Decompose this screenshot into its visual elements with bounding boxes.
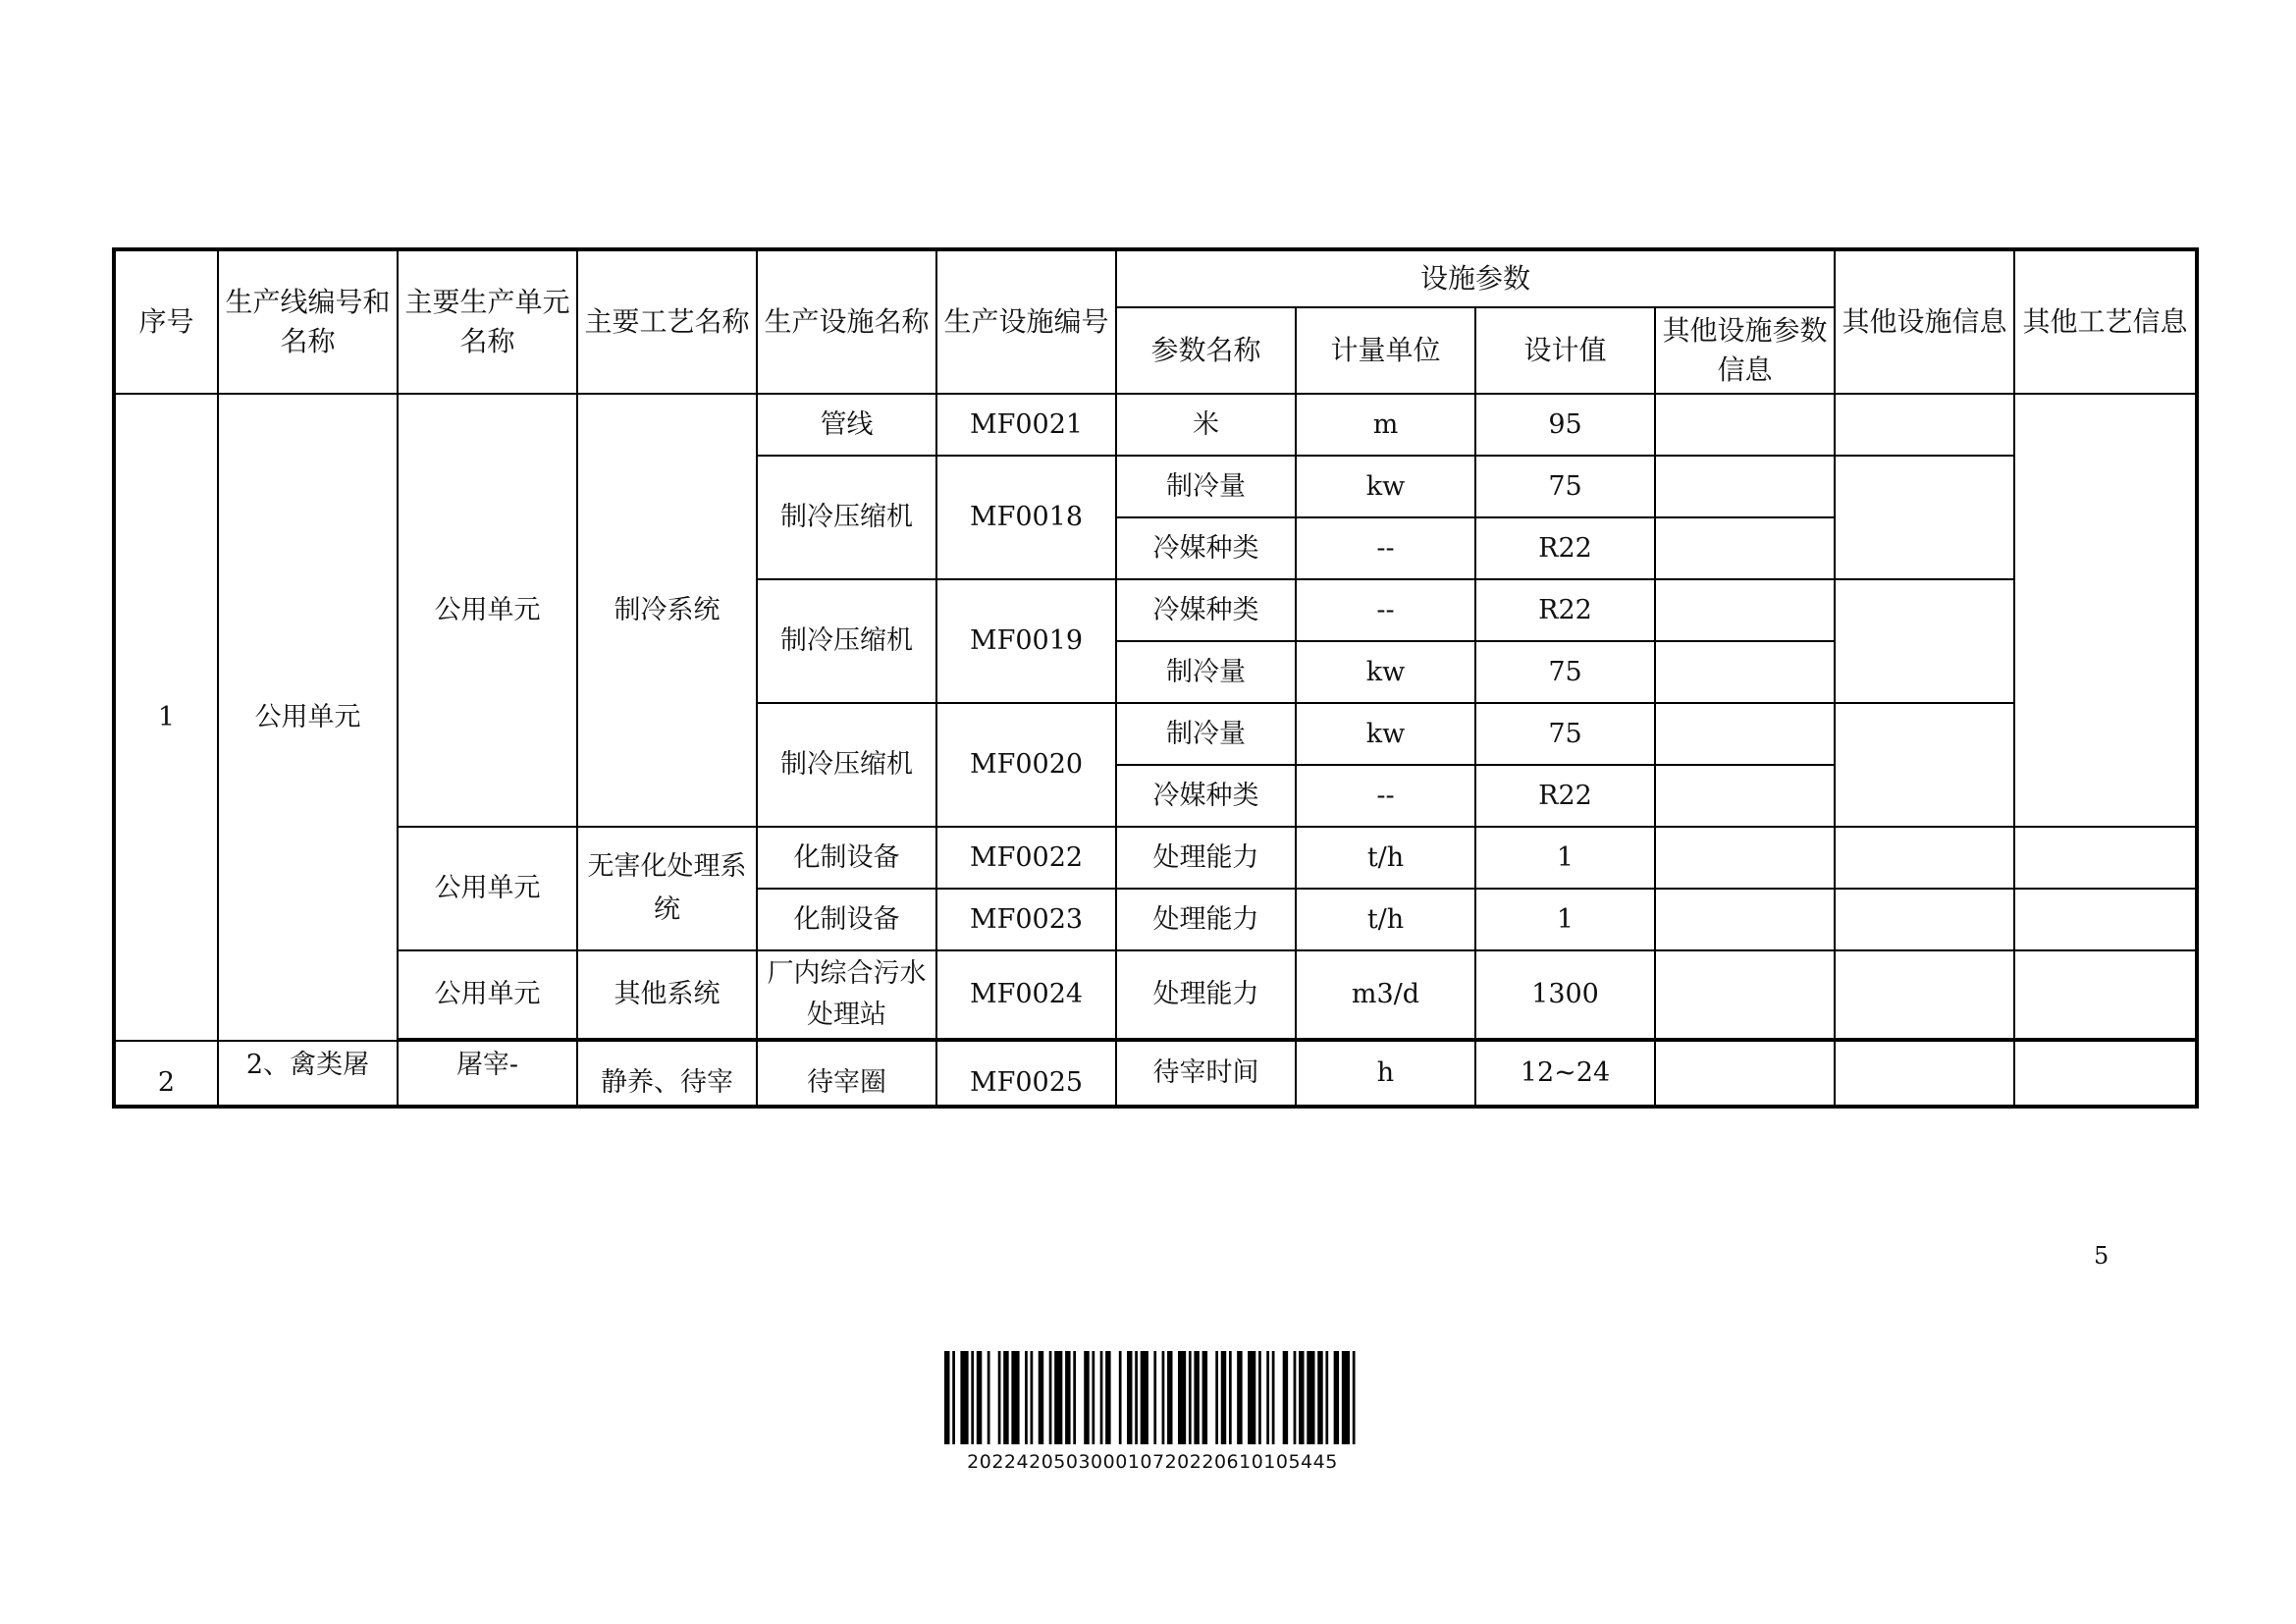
row-param-name: 处理能力 bbox=[1116, 889, 1296, 950]
table-row bbox=[114, 950, 2197, 1039]
row-other-param bbox=[1655, 889, 1835, 950]
row-param-name: 冷媒种类 bbox=[1116, 579, 1296, 641]
row-param-name: 处理能力 bbox=[1116, 950, 1296, 1039]
row-other-facility bbox=[1835, 579, 2014, 703]
row-param-value: R22 bbox=[1475, 579, 1655, 641]
row-seq: 1 bbox=[114, 394, 218, 1041]
row-facility-code: MF0021 bbox=[936, 394, 1116, 456]
header-facility-code: 生产设施编号 bbox=[936, 249, 1116, 394]
row-facility-code: MF0019 bbox=[936, 579, 1116, 703]
row-facility-code: MF0022 bbox=[936, 827, 1116, 889]
row-param-unit: m3/d bbox=[1296, 950, 1475, 1039]
row-facility-code: MF0023 bbox=[936, 889, 1116, 950]
row-other-process bbox=[2014, 394, 2197, 827]
row-unit: 公用单元 bbox=[398, 394, 577, 827]
row-param-unit: -- bbox=[1296, 765, 1475, 827]
table-row bbox=[114, 827, 2197, 889]
row-other-facility bbox=[1835, 456, 2014, 579]
row-other-param bbox=[1655, 765, 1835, 827]
row-unit: 屠宰- bbox=[398, 1041, 577, 1107]
row-param-name: 制冷量 bbox=[1116, 456, 1296, 517]
header-line: 生产线编号和名称 bbox=[218, 249, 398, 394]
header-param-unit: 计量单位 bbox=[1296, 307, 1475, 394]
row-facility-code: MF0024 bbox=[936, 950, 1116, 1039]
row-param-value: R22 bbox=[1475, 765, 1655, 827]
row-process: 静养、待宰 bbox=[577, 1041, 757, 1107]
row-param-unit: kw bbox=[1296, 456, 1475, 517]
row-other-param bbox=[1655, 579, 1835, 641]
row-param-unit: m bbox=[1296, 394, 1475, 456]
row-param-value: 95 bbox=[1475, 394, 1655, 456]
header-params-group: 设施参数 bbox=[1116, 249, 1835, 307]
row-unit: 公用单元 bbox=[398, 827, 577, 950]
row-line: 公用单元 bbox=[218, 394, 398, 1041]
row-param-name: 冷媒种类 bbox=[1116, 765, 1296, 827]
row-other-facility bbox=[1835, 394, 2014, 456]
row-other-param bbox=[1655, 517, 1835, 579]
table-row bbox=[114, 1041, 2197, 1107]
row-param-value: 75 bbox=[1475, 456, 1655, 517]
row-param-unit: kw bbox=[1296, 703, 1475, 765]
row-seq: 2 bbox=[114, 1041, 218, 1107]
row-param-name: 制冷量 bbox=[1116, 703, 1296, 765]
row-param-unit: -- bbox=[1296, 517, 1475, 579]
row-other-facility bbox=[1835, 950, 2014, 1039]
table-row bbox=[114, 394, 2197, 456]
row-other-facility bbox=[1835, 1041, 2014, 1107]
row-facility-name: 化制设备 bbox=[757, 889, 936, 950]
header-seq: 序号 bbox=[114, 249, 218, 394]
row-other-process bbox=[2014, 889, 2197, 950]
row-other-facility bbox=[1835, 827, 2014, 889]
row-param-name: 冷媒种类 bbox=[1116, 517, 1296, 579]
row-other-facility bbox=[1835, 703, 2014, 827]
barcode-number: 2022420503000107202206101054​45 bbox=[967, 1451, 1338, 1473]
table-header-row bbox=[114, 249, 2197, 307]
row-facility-code: MF0025 bbox=[936, 1041, 1116, 1107]
header-facility-name: 生产设施名称 bbox=[757, 249, 936, 394]
header-param-value: 设计值 bbox=[1475, 307, 1655, 394]
row-param-value: 12~24 bbox=[1475, 1041, 1655, 1107]
row-other-facility bbox=[1835, 889, 2014, 950]
row-process: 无害化处理系统 bbox=[577, 827, 757, 950]
row-facility-name: 待宰圈 bbox=[757, 1041, 936, 1107]
row-other-process bbox=[2014, 950, 2197, 1039]
row-param-unit: h bbox=[1296, 1041, 1475, 1107]
row-param-name: 处理能力 bbox=[1116, 827, 1296, 889]
row-facility-code: MF0020 bbox=[936, 703, 1116, 827]
row-other-param bbox=[1655, 641, 1835, 703]
row-param-unit: -- bbox=[1296, 579, 1475, 641]
row-param-unit: t/h bbox=[1296, 889, 1475, 950]
header-process: 主要工艺名称 bbox=[577, 249, 757, 394]
row-other-process bbox=[2014, 1041, 2197, 1107]
row-param-name: 制冷量 bbox=[1116, 641, 1296, 703]
barcode-icon bbox=[944, 1351, 1361, 1444]
row-facility-name: 制冷压缩机 bbox=[757, 456, 936, 579]
row-param-unit: kw bbox=[1296, 641, 1475, 703]
row-unit: 公用单元 bbox=[398, 950, 577, 1039]
row-param-name: 待宰时间 bbox=[1116, 1041, 1296, 1107]
row-param-value: 75 bbox=[1475, 641, 1655, 703]
row-param-value: 1 bbox=[1475, 827, 1655, 889]
row-process: 其他系统 bbox=[577, 950, 757, 1039]
row-facility-name: 制冷压缩机 bbox=[757, 703, 936, 827]
row-other-param bbox=[1655, 950, 1835, 1039]
row-other-param bbox=[1655, 827, 1835, 889]
facility-parameter-table bbox=[112, 247, 2199, 1109]
row-param-unit: t/h bbox=[1296, 827, 1475, 889]
header-other-process: 其他工艺信息 bbox=[2014, 249, 2197, 394]
row-other-param bbox=[1655, 456, 1835, 517]
row-other-param bbox=[1655, 1041, 1835, 1107]
row-facility-code: MF0018 bbox=[936, 456, 1116, 579]
row-other-param bbox=[1655, 703, 1835, 765]
header-other-facility: 其他设施信息 bbox=[1835, 249, 2014, 394]
row-facility-name: 厂内综合污水处理站 bbox=[757, 950, 936, 1039]
header-unit: 主要生产单元名称 bbox=[398, 249, 577, 394]
row-param-value: R22 bbox=[1475, 517, 1655, 579]
row-other-process bbox=[2014, 827, 2197, 889]
header-param-name: 参数名称 bbox=[1116, 307, 1296, 394]
row-param-value: 1300 bbox=[1475, 950, 1655, 1039]
row-facility-name: 管线 bbox=[757, 394, 936, 456]
row-param-name: 米 bbox=[1116, 394, 1296, 456]
page-number: 5 bbox=[2094, 1242, 2109, 1270]
row-line: 2、禽类屠 bbox=[218, 1041, 398, 1107]
row-process: 制冷系统 bbox=[577, 394, 757, 827]
row-facility-name: 化制设备 bbox=[757, 827, 936, 889]
row-param-value: 75 bbox=[1475, 703, 1655, 765]
row-param-value: 1 bbox=[1475, 889, 1655, 950]
row-facility-name: 制冷压缩机 bbox=[757, 579, 936, 703]
header-other-param: 其他设施参数信息 bbox=[1655, 307, 1835, 394]
row-other-param bbox=[1655, 394, 1835, 456]
